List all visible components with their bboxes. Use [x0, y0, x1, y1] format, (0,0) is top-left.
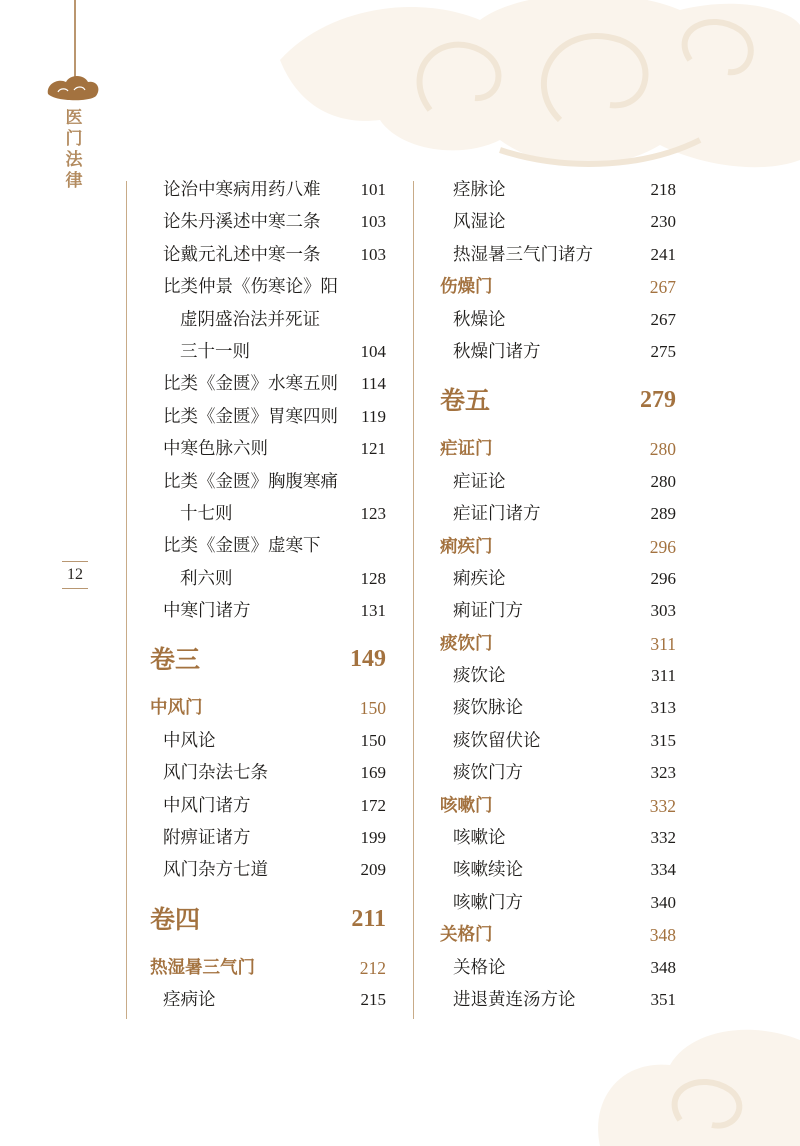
toc-entry[interactable]: [440, 304, 676, 336]
toc-title: 咳嗽续论: [453, 860, 523, 881]
toc-entry[interactable]: [440, 466, 676, 498]
toc-section-heading[interactable]: [440, 433, 676, 465]
toc-page-number: 218: [650, 180, 676, 199]
toc-section-heading[interactable]: [440, 919, 676, 951]
toc-entry[interactable]: [440, 757, 676, 789]
toc-title: 比类《金匮》水寒五则: [163, 374, 338, 395]
toc-entry[interactable]: [150, 530, 386, 562]
toc-title: 中风门诸方: [163, 795, 251, 816]
toc-title: 痉病论: [163, 990, 216, 1011]
toc-page-number: 103: [360, 212, 386, 232]
toc-title: 痰饮门方: [453, 763, 523, 784]
toc-entry[interactable]: [150, 271, 386, 303]
toc-entry[interactable]: [150, 563, 386, 595]
toc-page-number: 334: [650, 860, 676, 880]
toc-page-number: 340: [650, 892, 676, 912]
toc-entry[interactable]: [440, 595, 676, 627]
toc-page-number: 280: [649, 439, 676, 460]
toc-entry[interactable]: [440, 660, 676, 692]
toc-title: 论治中寒病用药八难: [163, 180, 321, 200]
toc-title: 卷三: [150, 645, 201, 675]
toc-page-number: 311: [651, 666, 676, 686]
toc-volume-heading[interactable]: [150, 887, 386, 952]
toc-title: 伤燥门: [440, 277, 493, 298]
toc-title: 中寒色脉六则: [163, 439, 268, 460]
hanging-ornament-icon: [48, 0, 99, 100]
toc-entry[interactable]: [150, 401, 386, 433]
toc-section-heading[interactable]: [150, 692, 386, 724]
toc-entry[interactable]: [440, 174, 676, 206]
toc-page-number: 212: [359, 957, 386, 978]
toc-entry[interactable]: [150, 790, 386, 822]
book-title: 医门法律: [65, 108, 83, 191]
toc-entry[interactable]: [150, 984, 386, 1016]
toc-entry[interactable]: [150, 206, 386, 238]
toc-page-number: 275: [650, 341, 676, 361]
toc-entry[interactable]: [150, 757, 386, 789]
toc-section-heading[interactable]: [150, 952, 386, 984]
toc-entry[interactable]: [150, 595, 386, 627]
toc-page-number: 101: [360, 180, 386, 199]
toc-volume-heading[interactable]: [440, 368, 676, 433]
toc-page-number: 296: [649, 536, 676, 557]
toc-page-number: 128: [360, 568, 386, 588]
toc-title: 比类《金匮》胸腹寒痛: [163, 471, 338, 492]
toc-section-heading[interactable]: [440, 790, 676, 822]
toc-page-number: 215: [360, 990, 386, 1010]
toc-page-number: 311: [650, 633, 676, 654]
toc-title: 虚阴盛治法并死证: [180, 309, 320, 330]
toc-title: 咳嗽门方: [453, 892, 523, 913]
toc-title: 论朱丹溪述中寒二条: [163, 212, 321, 233]
toc-volume-heading[interactable]: [150, 627, 386, 692]
toc-entry[interactable]: [150, 498, 386, 530]
toc-title: 比类仲景《伤寒论》阳: [163, 277, 338, 298]
toc-entry[interactable]: [440, 498, 676, 530]
toc-column-right: [440, 174, 676, 1016]
toc-title: 比类《金匮》胃寒四则: [163, 406, 338, 427]
toc-page-number: 348: [650, 957, 676, 977]
toc-entry[interactable]: [440, 206, 676, 238]
page-number: 12: [62, 561, 88, 589]
toc-page-number: 351: [650, 989, 676, 1009]
toc-page-number: 104: [360, 341, 386, 361]
toc-title: 痰饮门: [440, 633, 493, 654]
toc-title: 痢疾门: [440, 536, 493, 557]
toc-title: 卷五: [440, 386, 491, 416]
toc-page-number: 131: [360, 601, 386, 621]
toc-title: 热湿暑三气门诸方: [453, 244, 593, 265]
toc-page-number: 323: [650, 763, 676, 783]
toc-title: 卷四: [150, 904, 201, 934]
column-rule-left: [126, 181, 127, 1019]
toc-entry[interactable]: [150, 304, 386, 336]
toc-entry[interactable]: [150, 854, 386, 886]
toc-page-number: 150: [359, 698, 386, 719]
toc-title: 咳嗽论: [453, 828, 506, 849]
toc-page-number: 313: [650, 698, 676, 718]
toc-entry[interactable]: [440, 887, 676, 919]
toc-title: 关格门: [440, 925, 493, 946]
toc-title: 痰饮论: [453, 666, 506, 687]
toc-page-number: 332: [649, 795, 676, 816]
toc-title: 痰饮留伏论: [453, 730, 541, 751]
toc-entry[interactable]: [440, 725, 676, 757]
toc-page-number: 103: [360, 244, 386, 264]
toc-title: 十七则: [180, 503, 233, 524]
toc-title: 关格论: [453, 957, 506, 978]
toc-entry[interactable]: [440, 336, 676, 368]
toc-section-heading[interactable]: [440, 531, 676, 563]
toc-page-number: 303: [650, 601, 676, 621]
toc-entry[interactable]: [150, 239, 386, 271]
toc-title: 秋燥门诸方: [453, 341, 541, 362]
toc-entry[interactable]: [150, 725, 386, 757]
toc-page-number: 280: [650, 471, 676, 491]
toc-page-number: 289: [650, 504, 676, 524]
toc-page-number: 199: [360, 828, 386, 848]
toc-title: 痢证门方: [453, 601, 523, 622]
toc-entry[interactable]: [440, 239, 676, 271]
toc-entry[interactable]: [150, 174, 386, 206]
toc-entry[interactable]: [150, 368, 386, 400]
toc-title: 风门杂法七条: [163, 763, 268, 784]
toc-page-number: 209: [360, 860, 386, 880]
toc-entry[interactable]: [440, 692, 676, 724]
toc-page-number: 279: [640, 387, 676, 414]
toc-page-number: 211: [351, 905, 386, 932]
toc-title: 中风论: [163, 730, 216, 751]
toc-section-heading[interactable]: [440, 628, 676, 660]
toc-title: 秋燥论: [453, 309, 506, 330]
toc-title: 比类《金匮》虚寒下: [163, 536, 321, 557]
toc-column-left: [150, 174, 386, 1017]
toc-page-number: 332: [650, 828, 676, 848]
toc-entry[interactable]: [150, 336, 386, 368]
toc-entry[interactable]: [150, 466, 386, 498]
toc-page-number: 267: [650, 309, 676, 329]
toc-page-number: 150: [360, 730, 386, 750]
toc-title: 三十一则: [180, 341, 250, 362]
toc-page-number: 123: [360, 503, 386, 523]
toc-page-number: 296: [650, 568, 676, 588]
toc-title: 中寒门诸方: [163, 601, 251, 622]
toc-page-number: 230: [650, 212, 676, 232]
toc-title: 疟证门: [440, 439, 493, 460]
toc-title: 附痹证诸方: [163, 828, 251, 849]
toc-title: 进退黄连汤方论: [453, 989, 576, 1010]
toc-page-number: 114: [361, 374, 386, 394]
toc-page-number: 121: [360, 439, 386, 459]
toc-title: 咳嗽门: [440, 795, 493, 816]
toc-page-number: 149: [350, 646, 386, 673]
toc-title: 利六则: [180, 568, 233, 589]
toc-page-number: 241: [650, 244, 676, 264]
toc-page-number: 169: [360, 763, 386, 783]
toc-page-number: 267: [649, 277, 676, 298]
toc-page-number: 119: [361, 406, 386, 426]
toc-entry[interactable]: [440, 822, 676, 854]
cloud-pattern-bottom-icon: [598, 1030, 800, 1146]
toc-title: 中风门: [150, 698, 203, 719]
toc-entry[interactable]: [440, 854, 676, 886]
toc-page-number: 172: [360, 795, 386, 815]
toc-entry[interactable]: [440, 563, 676, 595]
toc-entry[interactable]: [150, 433, 386, 465]
toc-title: 痉脉论: [453, 180, 506, 200]
toc-entry[interactable]: [150, 822, 386, 854]
toc-title: 疟证论: [453, 471, 506, 492]
toc-title: 痢疾论: [453, 568, 506, 589]
column-rule-middle: [413, 181, 414, 1019]
toc-entry[interactable]: [440, 984, 676, 1016]
toc-page-number: 315: [650, 730, 676, 750]
toc-entry[interactable]: [440, 952, 676, 984]
toc-title: 论戴元礼述中寒一条: [163, 244, 321, 265]
toc-title: 疟证门诸方: [453, 504, 541, 525]
toc-title: 痰饮脉论: [453, 698, 523, 719]
toc-title: 风门杂方七道: [163, 860, 268, 881]
toc-section-heading[interactable]: [440, 271, 676, 303]
toc-page-number: 348: [649, 925, 676, 946]
toc-title: 风湿论: [453, 212, 506, 233]
toc-title: 热湿暑三气门: [150, 957, 255, 978]
